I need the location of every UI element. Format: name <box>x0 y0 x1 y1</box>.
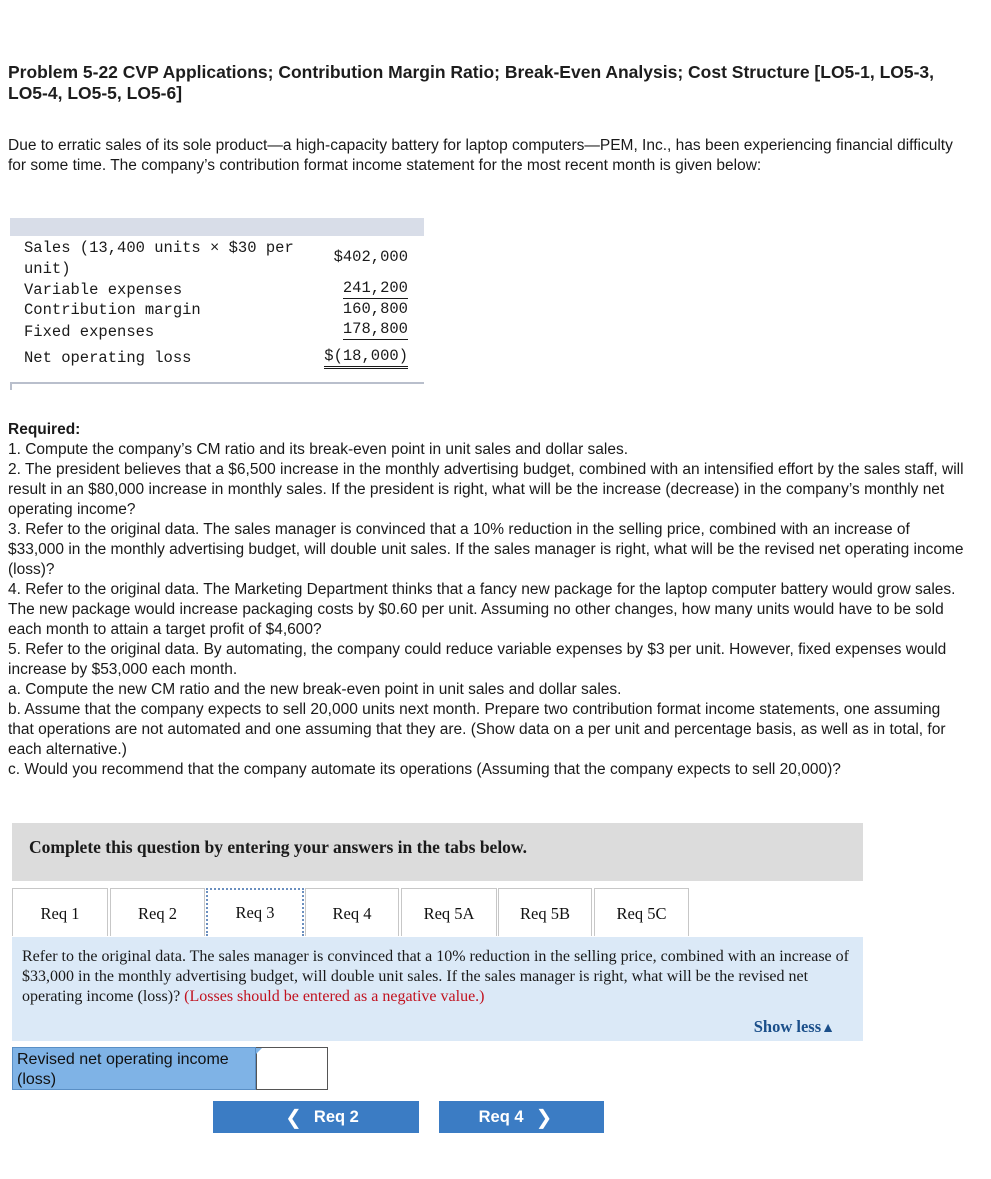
tab-instructions: Refer to the original data. The sales manager is convinced that a 10% reduction in the selling price, combined with an increase of $33,000 in the monthly advertising budget, will double unit sales. If the sales manager is right, what will be the revised net operating income (loss)? <box>22 948 849 1005</box>
tab-content-panel <box>12 937 863 1041</box>
sales-value: $402,000 <box>333 248 408 266</box>
required-item-5a: a. Compute the new CM ratio and the new break-even point in unit sales and dollar sales. <box>8 681 622 698</box>
contribution-margin-label: Contribution margin <box>24 301 201 319</box>
show-less-label: Show less <box>753 1017 822 1036</box>
tab-req-3[interactable]: Req 3 <box>206 888 304 936</box>
tab-req-5a[interactable]: Req 5A <box>401 888 497 936</box>
required-heading: Required: <box>8 421 81 438</box>
tab-req-5c[interactable]: Req 5C <box>594 888 689 936</box>
problem-title: Problem 5-22 CVP Applications; Contribution Margin Ratio; Break-Even Analysis; Cost Structure [LO5-1, LO5-3, LO5-4, LO5-5, LO5-6] <box>8 62 935 103</box>
required-item-5c: c. Would you recommend that the company automate its operations (Assuming that the company expects to sell 20,000)? <box>8 761 841 778</box>
triangle-up-icon: ▲ <box>821 1021 835 1036</box>
statement-bottom-edge <box>10 382 424 390</box>
input-corner-marker <box>256 1048 262 1054</box>
fixed-expenses-value: 178,800 <box>342 320 408 338</box>
answer-label: Revised net operating income (loss) <box>12 1047 256 1090</box>
tab-note: (Losses should be entered as a negative value.) <box>184 988 485 1005</box>
required-item-5: 5. Refer to the original data. By automating, the company could reduce variable expenses by $3 per unit. However, fixed expenses would increase by $53,000 each month. <box>8 641 947 678</box>
required-item-5b: b. Assume that the company expects to sell 20,000 units next month. Prepare two contribution format income statements, one assuming that operations are not automated and one assuming that they are. (Show data on a per unit and percentage basis, as well as in total, for each alternative.) <box>8 701 946 758</box>
required-item-2: 2. The president believes that a $6,500 increase in the monthly advertising budget, combined with an intensified effort by the sales staff, will result in an $80,000 increase in monthly sales. If the president is right, what will be the increase (decrease) in the company’s monthly net operating income? <box>8 461 964 518</box>
contribution-margin-value: 160,800 <box>342 300 408 318</box>
fixed-expenses-label: Fixed expenses <box>24 323 155 341</box>
net-operating-loss-label: Net operating loss <box>24 349 192 367</box>
tab-req-4[interactable]: Req 4 <box>305 888 399 936</box>
required-section <box>8 420 968 780</box>
sales-label: Sales (13,400 units × $30 per unit) <box>24 239 294 278</box>
next-req-label: Req 4 <box>478 1107 524 1126</box>
required-item-1: 1. Compute the company’s CM ratio and its break-even point in unit sales and dollar sales. <box>8 441 629 458</box>
problem-intro: Due to erratic sales of its sole product—a high-capacity battery for laptop computers—PEM, Inc., has been experiencing financial difficulty for some time. The company’s contribution format income statement for the most recent month is given below: <box>8 137 953 174</box>
answer-panel-header <box>12 823 863 881</box>
panel-heading: Complete this question by entering your answers in the tabs below. <box>29 837 527 857</box>
required-item-4: 4. Refer to the original data. The Marketing Department thinks that a fancy new package for the laptop computer battery would grow sales. The new package would increase packaging costs by $0.60 per unit. Assuming no other changes, how many units would have to be sold each month to attain a target profit of $4,600? <box>8 581 956 638</box>
next-req-button[interactable] <box>439 1101 604 1133</box>
chevron-left-icon: ❮ <box>285 1106 302 1129</box>
prev-req-button[interactable] <box>213 1101 419 1133</box>
tab-req-2[interactable]: Req 2 <box>110 888 205 936</box>
tab-req-5b[interactable]: Req 5B <box>498 888 592 936</box>
prev-req-label: Req 2 <box>313 1107 359 1126</box>
variable-expenses-label: Variable expenses <box>24 281 183 299</box>
variable-expenses-value: 241,200 <box>342 279 408 297</box>
chevron-right-icon: ❯ <box>535 1106 553 1129</box>
revised-net-operating-income-input[interactable] <box>256 1047 328 1090</box>
required-item-3: 3. Refer to the original data. The sales manager is convinced that a 10% reduction in the selling price, combined with an increase of $33,000 in the monthly advertising budget, will double unit sales. If the sales manager is right, what will be the revised net operating income (loss)? <box>8 521 964 578</box>
tab-req-1[interactable]: Req 1 <box>12 888 108 936</box>
show-less-link[interactable] <box>754 1017 835 1039</box>
net-operating-loss-value: $(18,000) <box>324 347 408 369</box>
statement-header-bar <box>10 218 424 236</box>
